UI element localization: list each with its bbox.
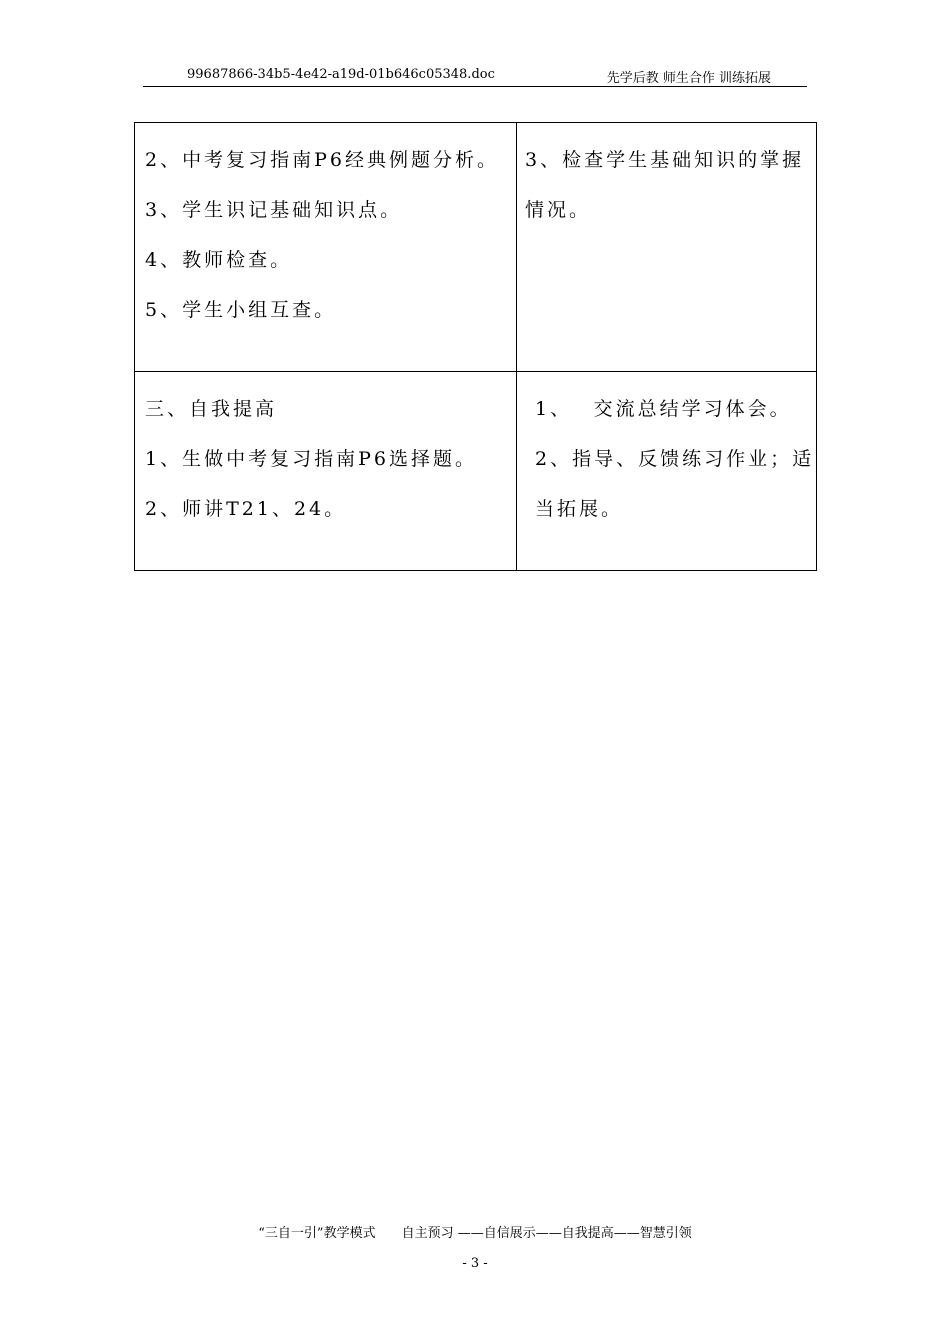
list-item: 1、生做中考复习指南P6选择题。 <box>145 448 477 470</box>
student-activity-cell <box>135 123 517 372</box>
teacher-activity-cell <box>517 123 817 372</box>
table-row <box>135 372 817 571</box>
list-item: 5、学生小组互查。 <box>145 299 337 321</box>
list-item: 2、师讲T21、24。 <box>145 498 347 520</box>
list-item: 2、指导、反馈练习作业；适 <box>535 448 815 470</box>
list-item: 1、 交流总结学习体会。 <box>535 398 792 420</box>
page-number: - 3 - <box>462 1256 488 1271</box>
lesson-plan-table <box>134 122 817 571</box>
header-doc-name: 99687866-34b5-4e42-a19d-01b646c05348.doc <box>187 67 495 82</box>
page-header <box>143 64 807 87</box>
list-item: 3、学生识记基础知识点。 <box>145 199 403 221</box>
list-item: 情况。 <box>525 199 592 221</box>
student-activity-cell <box>135 372 517 571</box>
table-row <box>135 123 817 372</box>
list-item: 当拓展。 <box>535 498 624 520</box>
header-motto: 先学后教 师生合作 训练拓展 <box>606 71 771 86</box>
page-footer: “三自一引”教学模式 自主预习 ——自信展示——自我提高——智慧引领 <box>258 1226 692 1241</box>
teacher-activity-cell <box>517 372 817 571</box>
list-item: 4、教师检查。 <box>145 249 293 271</box>
section-heading: 三、自我提高 <box>145 398 278 420</box>
list-item: 3、检查学生基础知识的掌握 <box>525 149 805 171</box>
list-item: 2、中考复习指南P6经典例题分析。 <box>145 149 499 171</box>
